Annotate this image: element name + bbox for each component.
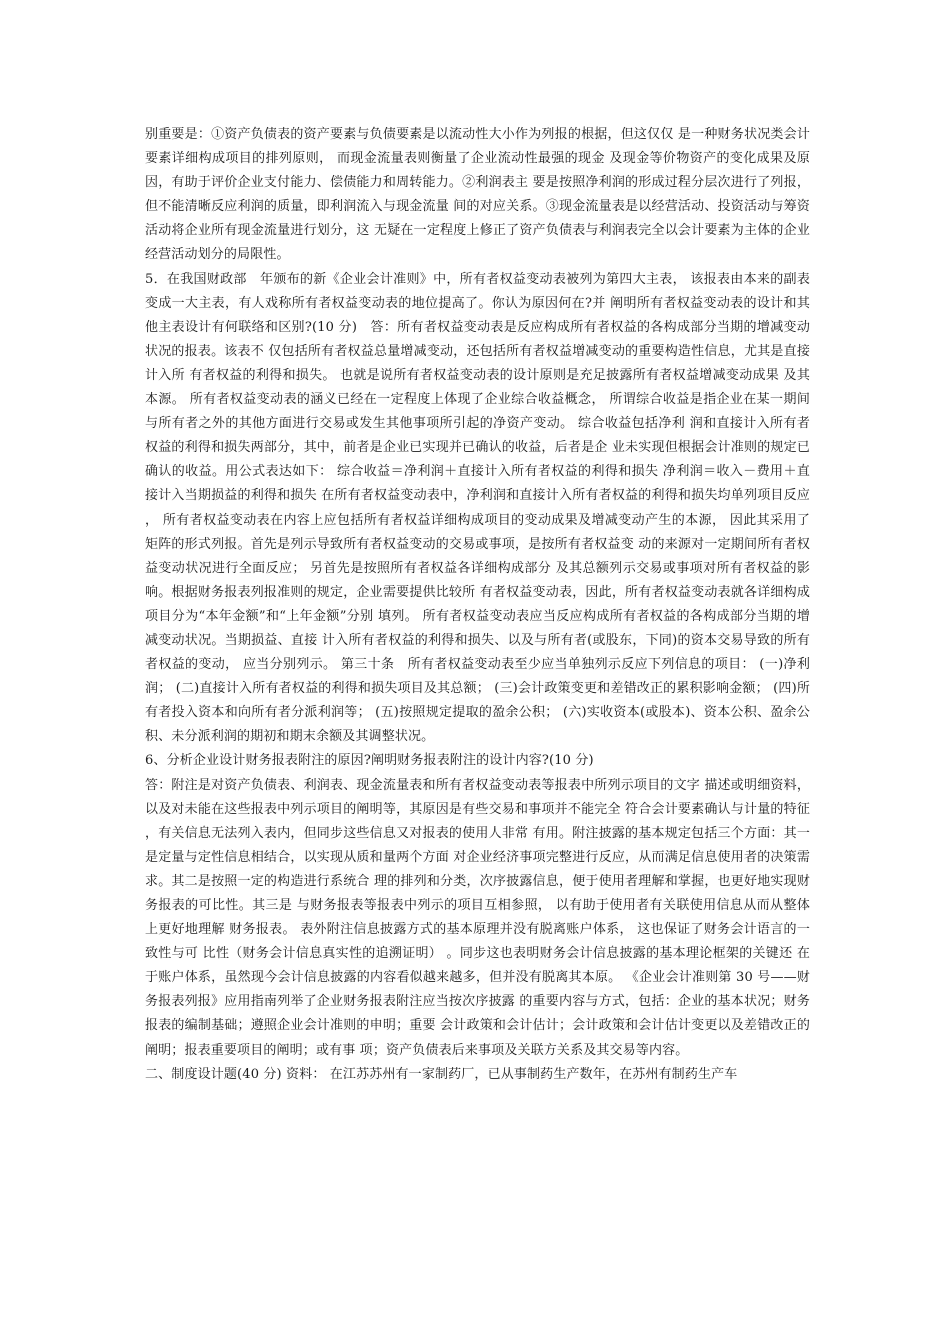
answer-6-notes-design: 答：附注是对资产负债表、利润表、现金流量表和所有者权益变动表等报表中所列示项目的文字 描述或明细资料，以及对未能在这些报表中列示项目的阐明等，其原因是有些交易和事项并不能完全 符合会计要素确认与计量的特征，有关信息无法列入表内，但同步这些信息又对报表的使用人非常 有用。附注披露的基本规定包括三个方面：其一是定量与定性信息相结合，以实现从质和量两个方面 对企业经济事项完整进行反应，从而满足信息使用者的决策需求。其二是按照一定的构造进行系统合 理的排列和分类，次序披露信息，便于使用者理解和掌握，也更好地实现财务报表的可比性。其三是 与财务报表等报表中列示的项目互相参照， 以有助于使用者有关联使用信息从而从整体上更好地理解 财务报表。 表外附注信息披露方式的基本原理并没有脱离账户体系， 这也保证了财务会计语言的一致性与可 比性（财务会计信息真实性的追溯证明） 。同步这也表明财务会计信息披露的基本理论框架的关键还 在于账户体系，虽然现今会计信息披露的内容看似越来越多，但并没有脱离其本原。 《企业会计准则第 30 号——财务报表列报》应用指南列举了企业财务报表附注应当按次序披露 的重要内容与方式，包括：企业的基本状况；财务报表的编制基础；遵照企业会计准则的申明；重要 会计政策和会计估计；会计政策和会计估计变更以及差错改正的阐明；报表重要项目的阐明；或有事 项；资产负债表后来事项及关联方关系及其交易等内容。 (145, 777, 810, 1058)
question-5-equity-statement: 5．在我国财政部 年颁布的新《企业会计准则》中，所有者权益变动表被列为第四大主表， 该报表由本来的副表变成一大主表，有人戏称所有者权益变动表的地位提高了。你认为原因何在?并 阐明所有者权益变动表的设计和其他主表设计有何联络和区别?(10 分) 答：所有者权益变动表是反应构成所有者权益的各构成部分当期的增减变动状况的报表。该表不 仅包括所有者权益总量增减变动，还包括所有者权益增减变动的重要构造性信息，尤其是直接计入所 有者权益的利得和损失。 也就是说所有者权益变动表的设计原则是充足披露所有者权益增减变动成果 及其本源。 所有者权益变动表的涵义已经在一定程度上体现了企业综合收益概念， 所谓综合收益是指企业在某一期间与所有者之外的其他方面进行交易或发生其他事项所引起的净资产变动。 综合收益包括净利 润和直接计入所有者权益的利得和损失两部分，其中，前者是企业已实现并已确认的收益，后者是企 业未实现但根据会计准则的规定已确认的收益。用公式表达如下： 综合收益＝净利润＋直接计入所有者权益的利得和损失 净利润＝收入－费用＋直接计入当期损益的利得和损失 在所有者权益变动表中，净利润和直接计入所有者权益的利得和损失均单列项目反应， 所有者权益变动表在内容上应包括所有者权益详细构成项目的变动成果及增减变动产生的本源， 因此其采用了矩阵的形式列报。首先是列示导致所有者权益变动的交易或事项，是按所有者权益变 动的来源对一定期间所有者权益变动状况进行全面反应； 另首先是按照所有者权益各详细构成部分 及其总额列示交易或事项对所有者权益的影响。根据财务报表列报准则的规定，企业需要提供比较所 有者权益变动表，因此，所有者权益变动表就各详细构成项目分为“本年金额”和“上年金额”分别 填列。 所有者权益变动表应当反应构成所有者权益的各构成部分当期的增减变动状况。当期损益、直接 计入所有者权益的利得和损失、以及与所有者(或股东，下同)的资本交易导致的所有者权益的变动， 应当分别列示。 第三十条 所有者权益变动表至少应当单独列示反应下列信息的项目： (一)净利润； (二)直接计入所有者权益的利得和损失项目及其总额； (三)会计政策变更和差错改正的累积影响金额； (四)所有者投入资本和向所有者分派利润等； (五)按照规定提取的盈余公积； (六)实收资本(或股本)、资本公积、盈余公积、未分派利润的期初和期末余额及其调整状况。 (145, 271, 810, 745)
question-6-notes-heading: 6、分析企业设计财务报表附注的原因?阐明财务报表附注的设计内容?(10 分) (145, 753, 594, 769)
paragraph-statements-comparison: 别重要是：①资产负债表的资产要素与负债要素是以流动性大小作为列报的根据，但这仅仅 是一种财务状况类会计要素详细构成项目的排列原则， 而现金流量表则衡量了企业流动性最强的现金 及现金等价物资产的变化成果及原因，有助于评价企业支付能力、偿债能力和周转能力。②利润表主 要是按照净利润的形成过程分层次进行了列报，但不能清晰反应利润的质量，即利润流入与现金流量 间的对应关系。③现金流量表是以经营活动、投资活动与筹资活动将企业所有现金流量进行划分，这 无疑在一定程度上修正了资产负债表与利润表完全以会计要素为主体的企业经营活动划分的局限性。 (145, 127, 810, 263)
section-2-system-design: 二、制度设计题(40 分) 资料： 在江苏苏州有一家制药厂，已从事制药生产数年，在苏州有制药生产车 (145, 1066, 738, 1082)
document-body (145, 123, 810, 1087)
